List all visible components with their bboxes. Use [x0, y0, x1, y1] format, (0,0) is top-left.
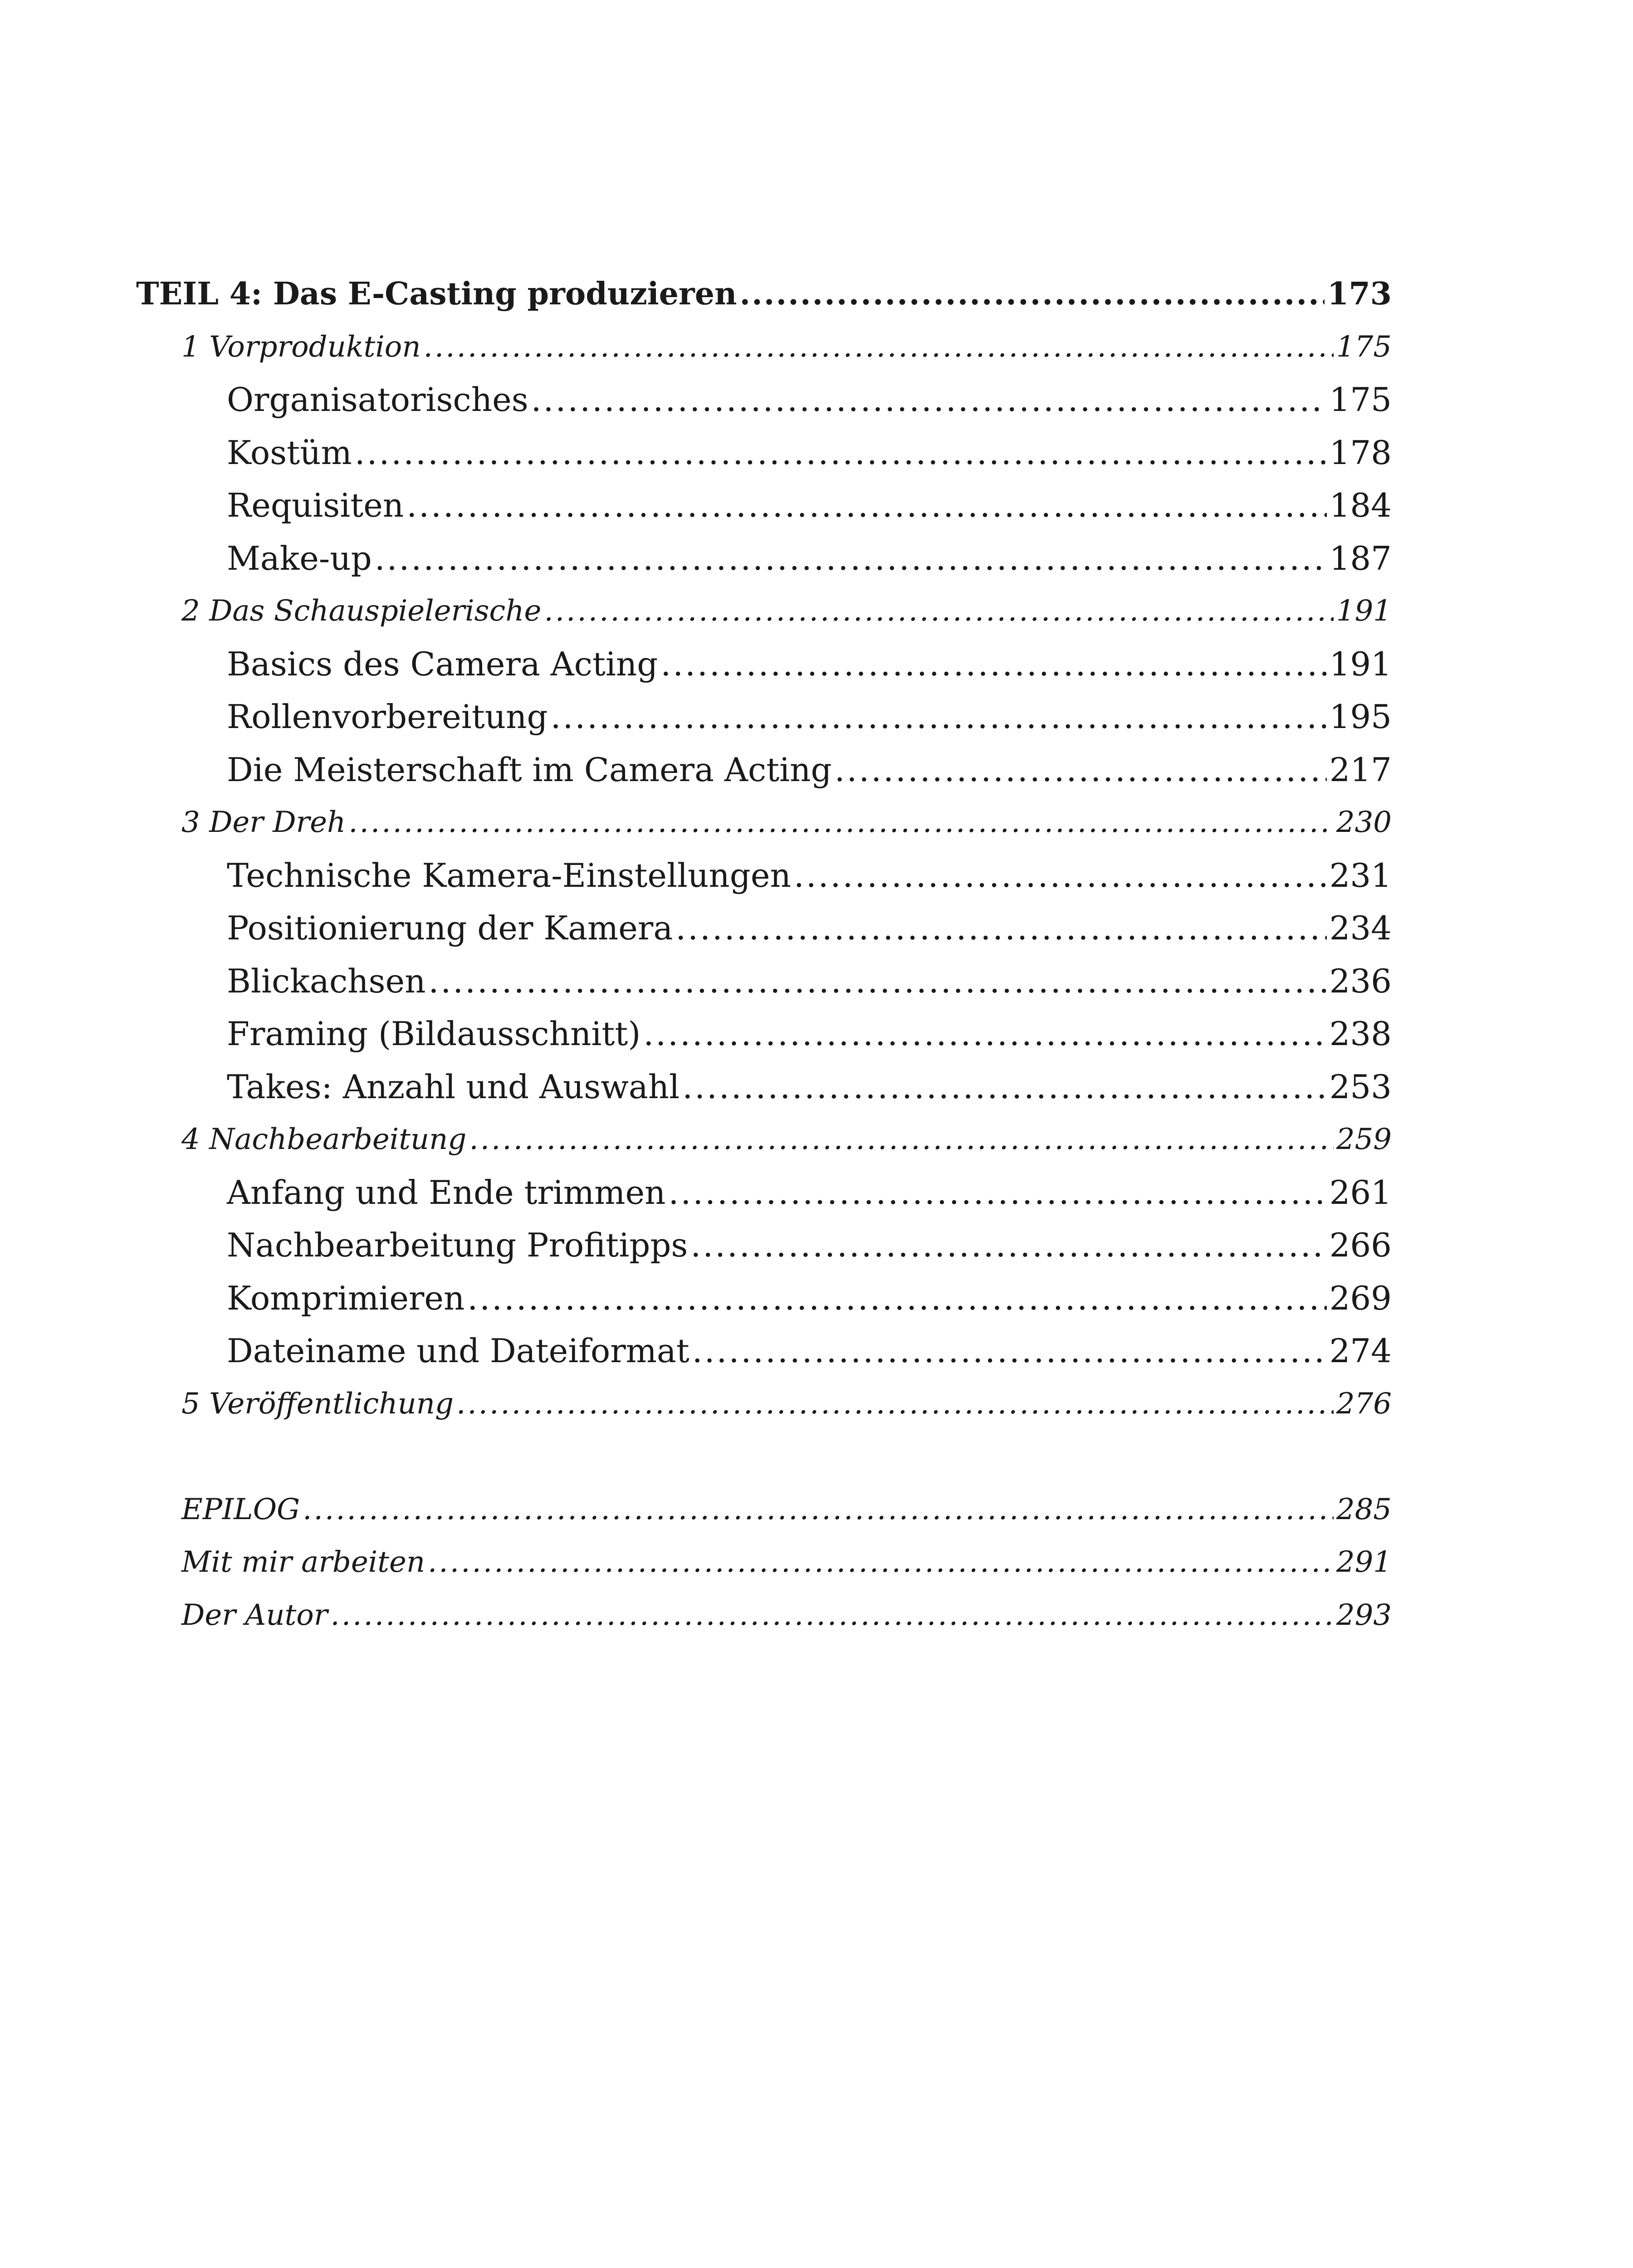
toc-spacer [136, 1430, 1392, 1483]
toc-entry-page: 238 [1329, 1015, 1392, 1053]
dot-leader [428, 955, 1326, 1008]
toc-back-matter-entry[interactable] [136, 1483, 1392, 1536]
toc-entry-page: 261 [1329, 1173, 1392, 1212]
toc-entry-page: 291 [1336, 1545, 1392, 1579]
toc-entry-label: Rollenvorbereitung [227, 698, 548, 736]
toc-section-entry[interactable] [136, 638, 1392, 691]
toc-entry-label: Organisatorisches [227, 381, 528, 419]
dot-leader [739, 268, 1325, 321]
toc-entry-label: Mit mir arbeiten [181, 1545, 425, 1579]
toc-entry-page: 184 [1329, 486, 1392, 524]
toc-entry-label: Nachbearbeitung Profitipps [227, 1226, 688, 1264]
dot-leader [660, 638, 1326, 691]
dot-leader [348, 796, 1334, 849]
dot-leader [467, 1272, 1326, 1325]
toc-entry-page: 236 [1329, 962, 1392, 1000]
toc-back-matter-entry[interactable] [136, 1536, 1392, 1589]
toc-chapter-entry[interactable] [136, 585, 1392, 638]
toc-entry-label: Der Autor [181, 1598, 328, 1632]
toc-section-entry[interactable] [136, 1061, 1392, 1114]
toc-section-entry[interactable] [136, 1007, 1392, 1061]
dot-leader [531, 373, 1327, 426]
toc-section-entry[interactable] [136, 1219, 1392, 1272]
toc-entry-page: 285 [1336, 1492, 1392, 1526]
toc-entry-label: 5 Veröffentlichung [181, 1387, 454, 1421]
dot-leader [406, 479, 1326, 532]
toc-entry-page: 274 [1329, 1332, 1392, 1370]
toc-entry-page: 253 [1329, 1067, 1392, 1106]
toc-entry-label: Framing (Bildausschnitt) [227, 1015, 641, 1053]
dot-leader [424, 321, 1334, 374]
toc-entry-page: 187 [1329, 539, 1392, 577]
toc-entry-page: 269 [1329, 1279, 1392, 1317]
toc-entry-label: 4 Nachbearbeitung [181, 1123, 467, 1156]
toc-chapter-entry[interactable] [136, 796, 1392, 849]
toc-section-entry[interactable] [136, 743, 1392, 797]
dot-leader [375, 532, 1327, 585]
toc-section-entry[interactable] [136, 1166, 1392, 1219]
toc-entry-page: 230 [1336, 806, 1392, 839]
toc-entry-label: Positionierung der Kamera [227, 909, 673, 947]
dot-leader [690, 1219, 1326, 1272]
toc-entry-label: Takes: Anzahl und Auswahl [227, 1067, 680, 1106]
toc-part-entry[interactable] [136, 268, 1392, 321]
dot-leader [794, 849, 1327, 902]
dot-leader [355, 426, 1327, 479]
toc-entry-page: 293 [1336, 1598, 1392, 1632]
toc-entry-label: 3 Der Dreh [181, 806, 346, 839]
dot-leader [682, 1061, 1326, 1114]
dot-leader [330, 1589, 1333, 1642]
toc-entry-label: TEIL 4: Das E-Casting produzieren [136, 276, 737, 312]
dot-leader [643, 1007, 1326, 1061]
toc-entry-label: Make-up [227, 539, 372, 577]
toc-entry-page: 266 [1329, 1226, 1392, 1264]
toc-entry-page: 191 [1336, 594, 1392, 628]
toc-entry-label: 2 Das Schauspielerische [181, 594, 542, 628]
dot-leader [835, 743, 1327, 797]
toc-entry-label: Anfang und Ende trimmen [227, 1173, 666, 1212]
dot-leader [428, 1536, 1334, 1589]
toc-section-entry[interactable] [136, 1325, 1392, 1378]
toc-entry-page: 276 [1336, 1387, 1392, 1421]
dot-leader [303, 1483, 1334, 1536]
dot-leader [544, 585, 1334, 638]
toc-back-matter-entry[interactable] [136, 1589, 1392, 1642]
dot-leader [456, 1378, 1334, 1431]
toc-entry-page: 191 [1329, 645, 1392, 683]
table-of-contents [136, 268, 1392, 1642]
dot-leader [469, 1113, 1334, 1166]
toc-entry-page: 231 [1329, 856, 1392, 894]
toc-chapter-entry[interactable] [136, 1378, 1392, 1431]
toc-section-entry[interactable] [136, 532, 1392, 585]
toc-entry-label: Technische Kamera-Einstellungen [227, 856, 791, 894]
dot-leader [675, 902, 1326, 955]
toc-section-entry[interactable] [136, 426, 1392, 479]
toc-entry-page: 173 [1327, 276, 1392, 312]
toc-entry-label: Blickachsen [227, 962, 426, 1000]
toc-entry-label: EPILOG [181, 1492, 300, 1526]
toc-entry-page: 195 [1329, 698, 1392, 736]
dot-leader [668, 1166, 1326, 1219]
toc-entry-page: 175 [1336, 330, 1392, 364]
toc-section-entry[interactable] [136, 373, 1392, 426]
toc-entry-label: 1 Vorproduktion [181, 330, 421, 364]
dot-leader [551, 690, 1327, 743]
toc-section-entry[interactable] [136, 849, 1392, 902]
dot-leader [692, 1325, 1327, 1378]
toc-section-entry[interactable] [136, 690, 1392, 743]
toc-entry-label: Komprimieren [227, 1279, 465, 1317]
toc-entry-page: 178 [1329, 433, 1392, 472]
toc-section-entry[interactable] [136, 902, 1392, 955]
toc-chapter-entry[interactable] [136, 1113, 1392, 1166]
toc-entry-page: 217 [1329, 750, 1392, 789]
toc-entry-label: Die Meisterschaft im Camera Acting [227, 750, 832, 789]
toc-entry-page: 234 [1329, 909, 1392, 947]
toc-section-entry[interactable] [136, 955, 1392, 1008]
toc-entry-label: Basics des Camera Acting [227, 645, 658, 683]
toc-entry-label: Requisiten [227, 486, 404, 524]
toc-section-entry[interactable] [136, 1272, 1392, 1325]
toc-entry-label: Dateiname und Dateiformat [227, 1332, 689, 1370]
toc-entry-page: 175 [1329, 381, 1392, 419]
toc-entry-page: 259 [1336, 1123, 1392, 1156]
toc-entry-label: Kostüm [227, 433, 352, 472]
toc-section-entry[interactable] [136, 479, 1392, 532]
toc-chapter-entry[interactable] [136, 321, 1392, 374]
